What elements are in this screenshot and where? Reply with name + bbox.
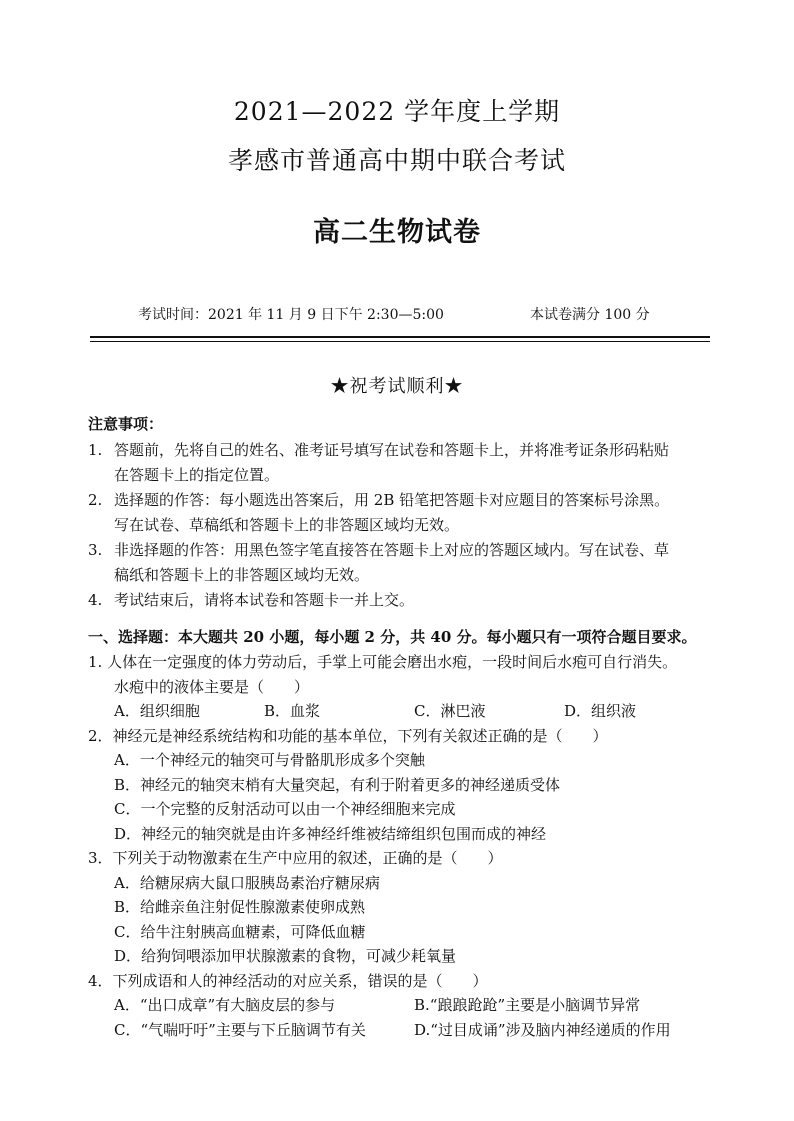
notice-item-text: 考试结束后，请将本试卷和答题卡一并上交。	[114, 591, 415, 609]
option-d: D.“过目成诵”涉及脑内神经递质的作用	[414, 1020, 671, 1039]
question-1	[88, 650, 720, 724]
option-a: A．一个神经元的轴突可与骨骼肌形成多个突触	[114, 751, 425, 769]
notice-item-number: 2.	[88, 491, 103, 509]
section-heading: 一、选择题：本大题共 20 小题，每小题 2 分，共 40 分。每小题只有一项符合题目要求。	[88, 628, 697, 646]
option-d: D．组织液	[564, 702, 637, 720]
header-rule-thin	[90, 341, 710, 342]
option-c: C．给牛注射胰高血糖素，可降低血糖	[114, 922, 366, 941]
option-c: C．淋巴液	[414, 702, 486, 720]
option-a: A．组织细胞	[114, 702, 200, 720]
notice-item-text-cont: 稿纸和答题卡上的非答题区域均无效。	[114, 566, 370, 584]
option-row	[88, 993, 720, 1018]
option-d: D．给狗饲喂添加甲状腺激素的食物，可减少耗氧量	[114, 947, 457, 965]
notice-item-text: 选择题的作答：每小题选出答案后，用 2B 铅笔把答题卡对应题目的答案标号涂黑。	[114, 491, 670, 509]
question-stem: 1. 人体在一定强度的体力劳动后，手掌上可能会磨出水疱，一段时间后水疱可自行消失。	[88, 653, 678, 671]
notice-item	[88, 538, 718, 588]
exam-subject: 高二生物试卷	[313, 217, 481, 248]
notice-item-text-cont: 写在试卷、草稿纸和答题卡上的非答题区域均无效。	[114, 516, 460, 534]
notice-item-number: 1.	[88, 441, 103, 459]
notice-item-text-cont: 在答题卡上的指定位置。	[114, 466, 280, 484]
exam-title-year: 2021—2022 学年度上学期	[233, 97, 561, 126]
question-stem: 2．神经元是神经系统结构和功能的基本单位，下列有关叙述正确的是（ ）	[88, 726, 608, 745]
full-score: 本试卷满分 100 分	[530, 307, 650, 323]
option-b: B．血浆	[264, 702, 321, 720]
notice-item-text: 答题前，先将自己的姓名、准考证号填写在试卷和答题卡上，并将准考证条形码粘贴	[114, 441, 670, 459]
question-2	[88, 724, 720, 847]
header-rule-thick	[90, 336, 710, 338]
question-3	[88, 846, 720, 969]
notice-item	[88, 488, 718, 538]
exam-title-name: 孝感市普通高中期中联合考试	[227, 146, 566, 175]
option-b: B．神经元的轴突末梢有大量突起，有利于附着更多的神经递质受体	[114, 775, 561, 794]
question-stem: 3．下列关于动物激素在生产中应用的叙述，正确的是（ ）	[88, 849, 503, 867]
notice-item-number: 4.	[88, 591, 103, 609]
notice-item	[88, 588, 718, 613]
option-row	[88, 1018, 720, 1043]
notice-item	[88, 438, 718, 488]
notice-item-number: 3.	[88, 541, 103, 559]
option-row	[88, 699, 720, 724]
option-d: D．神经元的轴突就是由许多神经纤维被结缔组织包围而成的神经	[114, 824, 547, 843]
question-list	[88, 650, 720, 1042]
option-b: B.“踉踉跄跄”主要是小脑调节异常	[414, 996, 641, 1014]
notice-title: 注意事项：	[88, 415, 164, 433]
notice-item-text: 非选择题的作答：用黑色签字笔直接答在答题卡上对应的答题区域内。写在试卷、草	[114, 541, 670, 559]
question-stem: 4．下列成语和人的神经活动的对应关系，错误的是（ ）	[88, 971, 488, 990]
question-stem-cont: 水疱中的液体主要是（ ）	[114, 677, 310, 696]
option-a: A．“出口成章”有大脑皮层的参与	[114, 996, 336, 1014]
option-a: A．给糖尿病大鼠口服胰岛素治疗糖尿病	[114, 873, 380, 892]
option-c: C．一个完整的反射活动可以由一个神经细胞来完成	[114, 800, 456, 818]
option-c: C．“气喘吁吁”主要与下丘脑调节有关	[114, 1020, 366, 1039]
exam-time: 考试时间：2021 年 11 月 9 日下午 2:30—5:00	[138, 307, 444, 323]
blessing-line: ★祝考试顺利★	[330, 376, 464, 397]
question-4	[88, 969, 720, 1043]
notice-list	[88, 438, 718, 613]
option-b: B．给雌亲鱼注射促性腺激素使卵成熟	[114, 898, 366, 916]
